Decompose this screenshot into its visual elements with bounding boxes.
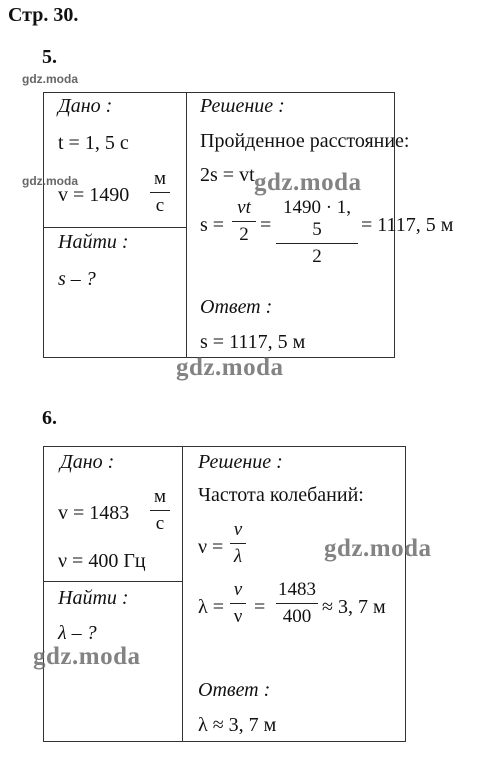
problem-5-number: 5.: [42, 46, 57, 68]
watermark-3: gdz.moda: [33, 643, 141, 670]
fraction-bar: [276, 603, 318, 604]
given-label-5: Дано :: [58, 95, 113, 117]
frac-den: 2: [239, 224, 249, 245]
frac-num: v: [233, 519, 243, 540]
frac-calc-6: [276, 579, 318, 628]
frac-den: λ: [233, 546, 243, 567]
watermark-small-1: gdz.moda: [22, 72, 78, 86]
frac-den: 400: [282, 606, 312, 627]
v-unit-fraction-5: [150, 168, 170, 217]
answer-label-6: Ответ :: [198, 679, 271, 701]
frac-num: v: [233, 579, 243, 600]
unit-num: м: [153, 168, 167, 189]
given-nu-6: ν = 400 Гц: [58, 550, 146, 572]
answer-label-5: Ответ :: [200, 296, 273, 318]
find-value-5: s – ?: [58, 268, 96, 290]
fraction-bar: [150, 192, 170, 193]
result-6: ≈ 3, 7 м: [322, 596, 386, 618]
watermark-2: gdz.moda: [176, 354, 284, 381]
fraction-bar: [232, 221, 256, 222]
solution-label-5: Решение :: [200, 95, 285, 117]
frac-v-nu: [230, 579, 246, 628]
given-v-5: v = 1490: [58, 184, 130, 206]
fraction-bar: [276, 243, 358, 244]
formula-lambda-lhs-6: λ =: [198, 596, 224, 618]
problem-6-number: 6.: [42, 407, 57, 429]
result-5: = 1117, 5 м: [361, 214, 454, 236]
frac-num: vt: [237, 197, 251, 218]
watermark-4: gdz.moda: [324, 535, 432, 562]
given-t-5: t = 1, 5 с: [58, 132, 129, 154]
answer-value-5: s = 1117, 5 м: [200, 331, 306, 353]
frac-num: 1483: [278, 579, 316, 600]
formula-s-lhs-5: s =: [200, 214, 225, 236]
find-label-6: Найти :: [58, 587, 129, 609]
solution-label-6: Решение :: [198, 451, 283, 473]
unit-num: м: [153, 486, 167, 507]
frac-den: ν: [233, 606, 243, 627]
formula-2s-5: 2s = vt: [200, 164, 255, 186]
fraction-bar: [230, 603, 246, 604]
frac-vt-2: [232, 197, 256, 246]
eq-sign-5: =: [260, 214, 272, 236]
eq-sign-6: =: [254, 596, 266, 618]
find-label-5: Найти :: [58, 231, 129, 253]
frac-v-lambda: [230, 519, 246, 568]
frac-num: 1490 · 1, 5: [282, 197, 352, 240]
unit-den: с: [155, 195, 165, 216]
watermark-1: gdz.moda: [254, 169, 362, 196]
v-unit-fraction-6: [150, 486, 170, 535]
find-value-6: λ – ?: [58, 622, 97, 644]
given-v-6: v = 1483: [58, 502, 130, 524]
given-label-6: Дано :: [60, 451, 115, 473]
unit-den: с: [155, 513, 165, 534]
solution-text-5: Пройденное расстояние:: [200, 130, 410, 152]
frac-den: 2: [312, 246, 322, 267]
frac-calc-5: [276, 197, 358, 268]
answer-value-6: λ ≈ 3, 7 м: [198, 714, 277, 736]
fraction-bar: [230, 543, 246, 544]
page-title: Стр. 30.: [8, 4, 79, 26]
solution-text-6: Частота колебаний:: [198, 484, 364, 506]
formula-nu-lhs-6: ν =: [198, 536, 224, 558]
watermark-small-2: gdz.moda: [22, 174, 78, 188]
fraction-bar: [150, 510, 170, 511]
